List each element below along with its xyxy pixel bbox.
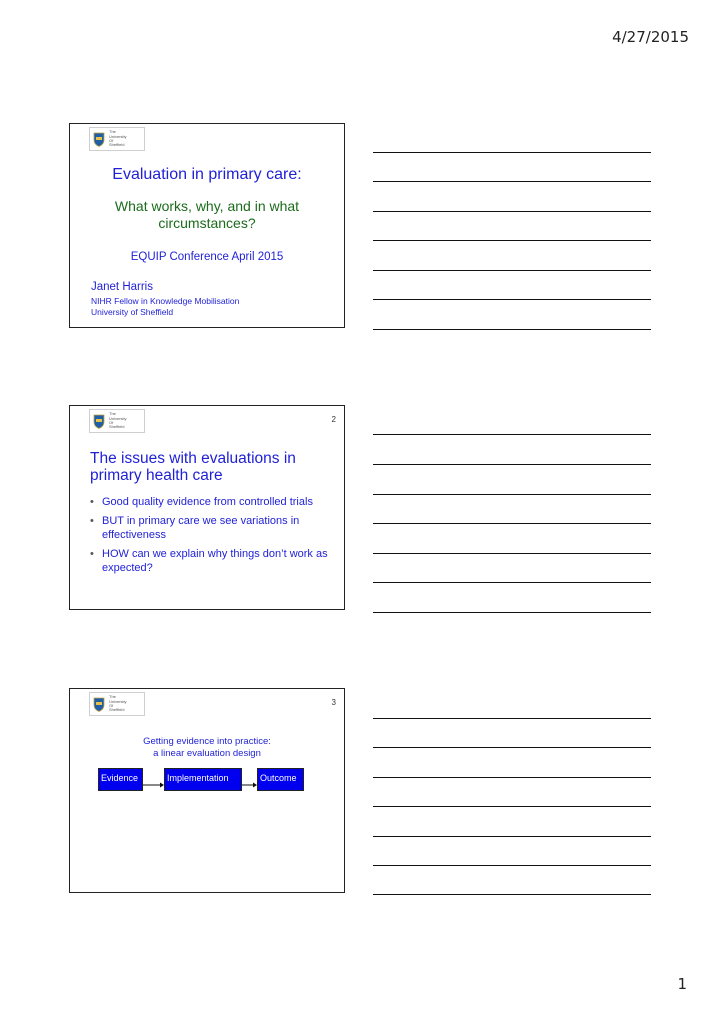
page-date: 4/27/2015	[612, 28, 689, 46]
slide-subtitle: What works, why, and in what circumstances?	[114, 198, 300, 231]
note-line	[373, 865, 651, 866]
note-line	[373, 777, 651, 778]
slide-3	[69, 688, 345, 893]
slide-title	[70, 736, 344, 759]
slide-title: Evaluation in primary care:	[112, 166, 302, 183]
logo-wordmark: The University Of Sheffield	[109, 694, 127, 713]
university-logo	[89, 127, 145, 151]
arrow-icon	[143, 783, 164, 788]
note-line	[373, 211, 651, 212]
note-line	[373, 464, 651, 465]
shield-icon	[93, 132, 105, 147]
note-line	[373, 894, 651, 895]
bullet-item: • HOW can we explain why things don’t work as expected?	[90, 547, 330, 576]
note-line	[373, 434, 651, 435]
university-logo	[89, 692, 145, 716]
slide-title: The issues with evaluations in primary health care	[90, 450, 296, 484]
note-line	[373, 718, 651, 719]
note-line	[373, 181, 651, 182]
flow-box-implementation: Implementation	[164, 768, 242, 791]
flow-box-outcome: Outcome	[257, 768, 304, 791]
note-line	[373, 299, 651, 300]
note-line	[373, 240, 651, 241]
bullet-list	[90, 495, 330, 580]
conference-name: EQUIP Conference April 2015	[130, 251, 284, 263]
note-line	[373, 523, 651, 524]
author-role: NIHR Fellow in Knowledge Mobilisation	[91, 296, 240, 306]
note-line	[373, 747, 651, 748]
note-line	[373, 329, 651, 330]
note-line	[373, 612, 651, 613]
page-number: 1	[677, 975, 687, 993]
note-line	[373, 270, 651, 271]
shield-icon	[93, 414, 105, 429]
university-logo	[89, 409, 145, 433]
bullet-item: • Good quality evidence from controlled trials	[90, 495, 330, 510]
slide-number: 3	[331, 698, 336, 707]
slide-1	[69, 123, 345, 328]
author-institution: University of Sheffield	[91, 307, 174, 317]
slide-number: 2	[331, 415, 336, 424]
note-line	[373, 836, 651, 837]
slide-title-line-2: a linear evaluation design	[153, 747, 261, 759]
arrow-icon	[242, 783, 257, 788]
flow-box-evidence: Evidence	[98, 768, 143, 791]
note-line	[373, 806, 651, 807]
logo-wordmark: The University Of Sheffield	[109, 411, 127, 430]
author-affiliation	[91, 296, 239, 318]
logo-wordmark: The University Of Sheffield	[109, 129, 127, 148]
note-line	[373, 494, 651, 495]
note-line	[373, 553, 651, 554]
note-line	[373, 152, 651, 153]
shield-icon	[93, 697, 105, 712]
bullet-item: • BUT in primary care we see variations in effectiveness	[90, 514, 330, 543]
note-line	[373, 582, 651, 583]
slide-2	[69, 405, 345, 610]
author-name: Janet Harris	[91, 281, 153, 293]
slide-title-line-1: Getting evidence into practice:	[143, 736, 271, 747]
